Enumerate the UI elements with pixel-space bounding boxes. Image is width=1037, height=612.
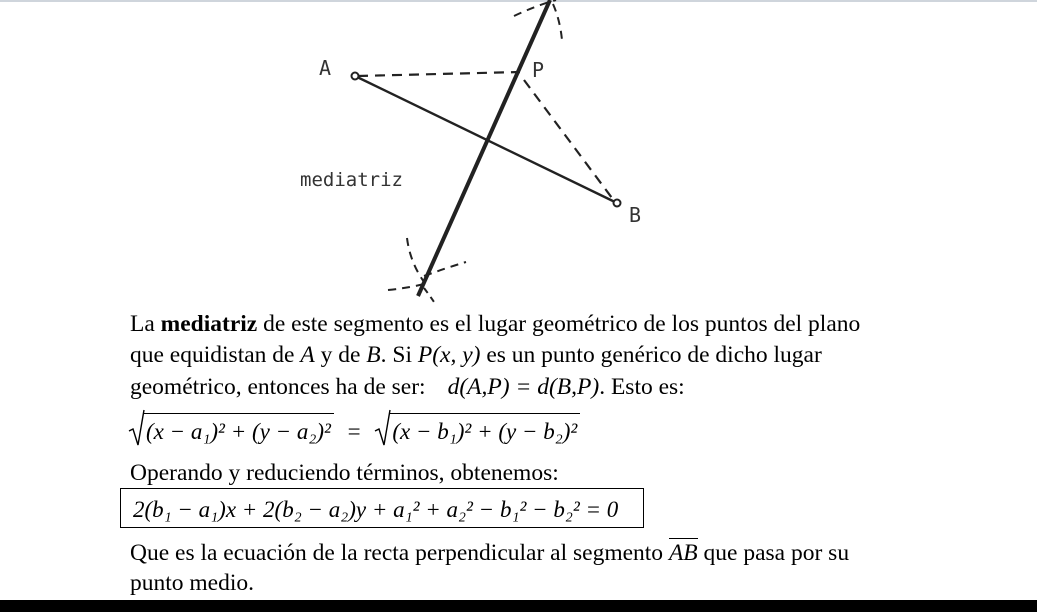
compass-arc-top-2 (553, 4, 562, 40)
text-fragment: La (130, 311, 161, 337)
sqrt-right (374, 413, 580, 445)
text-fragment: es un punto genérico de dicho lugar (480, 342, 822, 368)
compass-arc-bottom-3 (388, 284, 424, 290)
text-fragment: que pasa por su (697, 540, 850, 566)
dashed-ap (358, 72, 520, 76)
paragraph-line-3 (130, 376, 685, 400)
label-b: B (629, 203, 642, 227)
math-point-p: P(x, y) (417, 342, 481, 368)
taskbar-strip (0, 600, 1037, 612)
result-equation: 2(b₁ − a₁)x + 2(b₂ − a₂)y + a₁² + a₂² − b₁² − b₂² = 0 (133, 497, 619, 522)
sqrt-left (128, 413, 334, 445)
text-fragment: . Esto es: (599, 374, 685, 400)
text-fragment: Que es la ecuación de la recta perpendicular al segmento (130, 540, 669, 566)
point-a-marker (352, 73, 359, 80)
math-b: B (366, 342, 381, 368)
paragraph-line-1 (130, 313, 860, 337)
paragraph-line-2 (130, 344, 822, 368)
conclusion-line-2: punto medio. (130, 570, 255, 596)
text-fragment: geométrico, entonces ha de ser: (130, 374, 426, 400)
label-mediatriz: mediatriz (300, 169, 403, 191)
text-fragment: que equidistan de (130, 342, 301, 368)
point-b-marker (614, 200, 621, 207)
label-a: A (319, 56, 332, 80)
radical-sign-icon (128, 409, 146, 447)
radicand-right: (x − b₁)² + (y − b₂)² (390, 413, 580, 445)
text-fragment: de este segmento es el lugar geométrico de los puntos del plano (257, 311, 861, 337)
label-p: P (532, 58, 545, 82)
equals-sign: = (347, 419, 361, 444)
text-fragment: y de (314, 342, 367, 368)
mediatriz-line (418, 0, 550, 296)
conclusion-line-1 (130, 542, 849, 566)
bold-term-mediatriz: mediatriz (160, 311, 258, 337)
compass-arc-bottom-4 (424, 288, 434, 302)
result-equation-box (120, 488, 644, 528)
radicand-left: (x − a₁)² + (y − a₂)² (144, 413, 334, 445)
math-distance-equality: d(A,P) = d(B,P) (447, 374, 600, 400)
segment-ab-overline: AB (668, 540, 698, 566)
math-a: A (300, 342, 315, 368)
operando-line: Operando y reduciendo términos, obtenemos: (130, 460, 559, 486)
distance-equation (128, 413, 580, 453)
compass-arc-bottom (407, 238, 424, 282)
text-fragment: . Si (380, 342, 418, 368)
radical-sign-icon (374, 409, 392, 447)
